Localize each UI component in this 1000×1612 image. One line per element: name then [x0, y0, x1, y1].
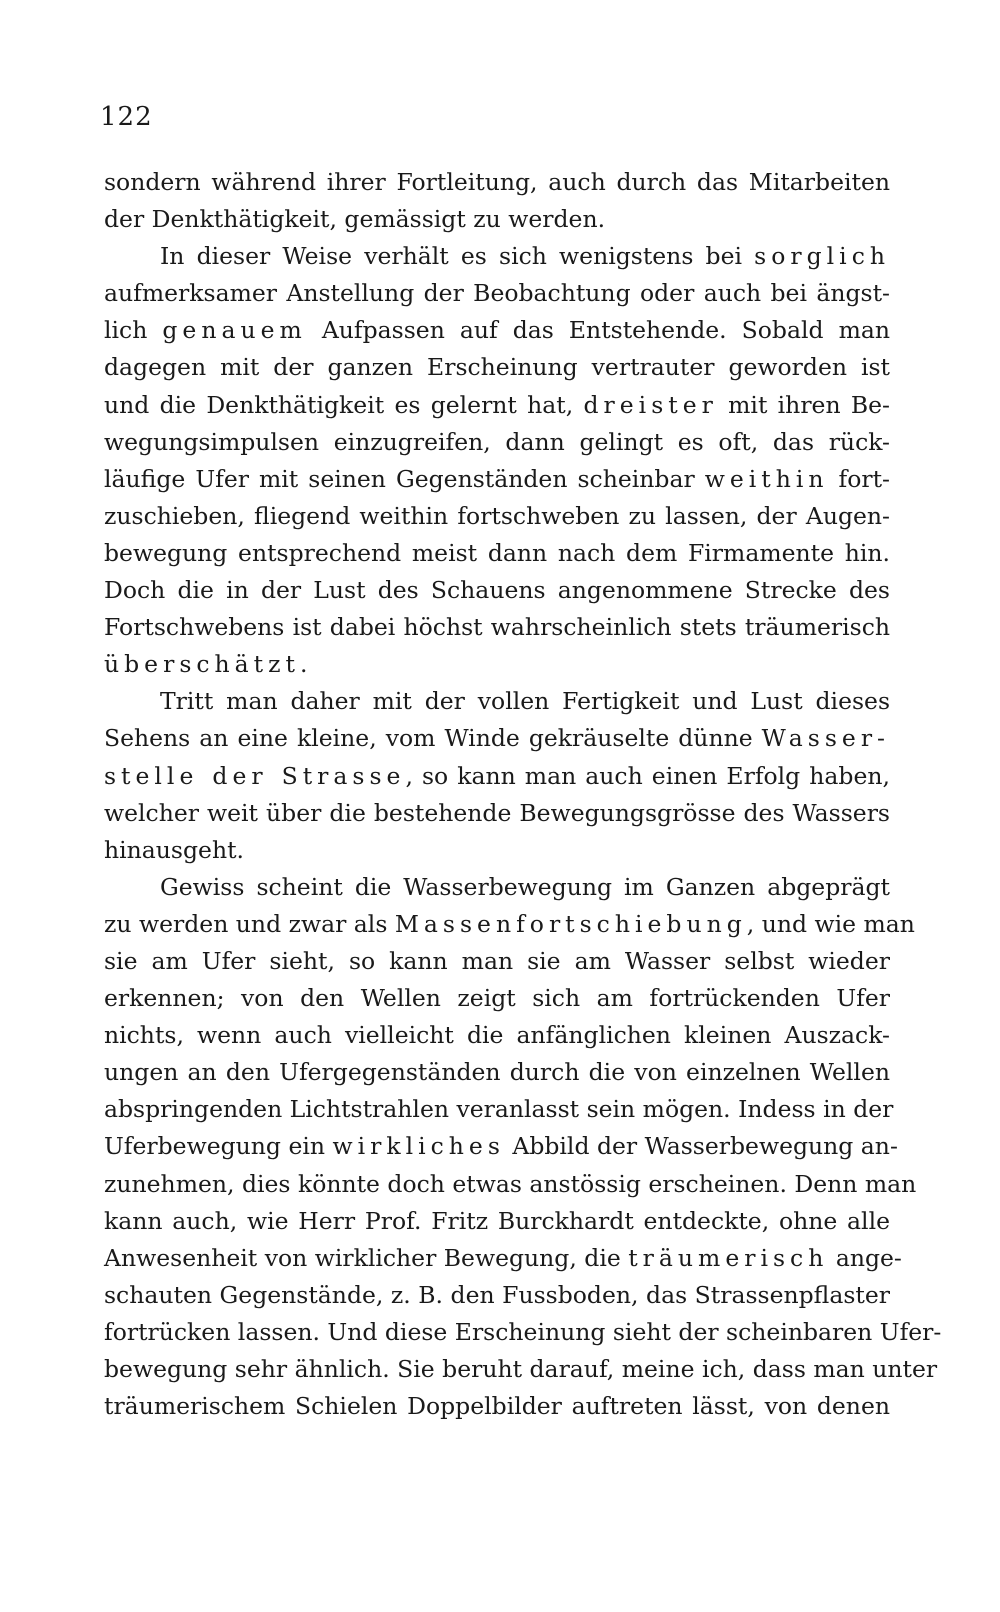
line-text: ange-: [828, 1243, 902, 1272]
spaced-emphasis-text: dreister: [583, 390, 718, 419]
text-line: [104, 238, 890, 275]
line-text: wegungsimpulsen einzugreifen, dann gelingt es oft, das rück-: [104, 427, 890, 456]
text-line: [104, 461, 890, 498]
line-text: fort-: [828, 464, 890, 493]
line-text: Doch die in der Lust des Schauens angenommene Strecke des: [104, 576, 890, 605]
text-line: [104, 1128, 898, 1165]
text-line: [104, 1388, 890, 1425]
text-line: [104, 1091, 894, 1128]
line-text: ungen an den Ufergegenständen durch die von einzelnen Wellen: [104, 1058, 890, 1087]
text-line: [104, 906, 915, 943]
spaced-emphasis-text: Massenfortschiebung: [394, 909, 747, 938]
text-line: [104, 1351, 938, 1388]
line-text: läufige Ufer mit seinen Gegenständen scheinbar: [104, 464, 705, 493]
line-text: zuschieben, fliegend weithin fortschweben zu lassen, der Augen-: [104, 501, 890, 530]
text-line: [104, 1314, 942, 1351]
body-text: [104, 164, 942, 1425]
line-text: welcher weit über die bestehende Bewegungsgrösse des Wassers: [104, 798, 890, 827]
line-text: zu werden und zwar als: [104, 909, 395, 938]
line-text: lich: [104, 316, 163, 345]
page-number: 122: [100, 102, 153, 132]
line-text: mit ihren Be-: [717, 390, 890, 419]
text-line: [104, 1166, 917, 1203]
text-line: [104, 164, 890, 201]
text-line: [104, 498, 890, 535]
line-text: Anwesenheit von wirklicher Bewegung, die: [104, 1243, 629, 1272]
line-text: , und wie man: [746, 909, 915, 938]
line-text: fortrücken lassen. Und diese Erscheinung sieht der scheinbaren Ufer-: [104, 1317, 942, 1346]
line-text: sie am Ufer sieht, so kann man sie am Wasser selbst wieder: [104, 946, 890, 975]
text-line: [104, 312, 890, 349]
line-text: sondern während ihrer Fortleitung, auch durch das Mitarbeiten: [104, 168, 890, 196]
line-text: Abbild der Wasserbewegung an-: [504, 1132, 898, 1161]
line-text: der Denkthätigkeit, gemässigt zu werden.: [104, 205, 606, 234]
line-text: Tritt man daher mit der vollen Fertigkeit und Lust dieses: [160, 687, 890, 716]
spaced-emphasis-text: Wasser-: [761, 724, 890, 753]
text-line: [104, 387, 890, 424]
text-line: [104, 572, 890, 609]
text-line: [104, 349, 890, 386]
text-line: [104, 646, 890, 683]
text-line: [104, 1017, 890, 1054]
text-line: [104, 683, 890, 720]
text-line: [104, 980, 890, 1017]
text-line: [104, 1277, 890, 1314]
line-text: und die Denkthätigkeit es gelernt hat,: [104, 390, 584, 419]
text-line: [104, 535, 890, 572]
line-text: In dieser Weise verhält es sich wenigstens bei: [160, 242, 755, 271]
line-text: kann auch, wie Herr Prof. Fritz Burckhardt entdeckte, ohne alle: [104, 1206, 890, 1235]
line-text: erkennen; von den Wellen zeigt sich am fortrückenden Ufer: [104, 984, 890, 1013]
text-line: [104, 720, 890, 757]
spaced-emphasis-text: genauem: [162, 316, 307, 345]
line-text: bewegung entsprechend meist dann nach dem Firmamente hin.: [104, 538, 890, 567]
spaced-emphasis-text: sorglich: [754, 242, 890, 271]
spaced-emphasis-text: weithin: [704, 464, 829, 493]
text-line: [104, 1240, 902, 1277]
spaced-emphasis-text: träumerisch: [628, 1243, 829, 1272]
text-line: [104, 943, 890, 980]
line-text: schauten Gegenstände, z. B. den Fussboden, das Strassenpflaster: [104, 1280, 890, 1309]
text-line: [104, 832, 890, 869]
line-text: Fortschwebens ist dabei höchst wahrscheinlich stets träumerisch: [104, 613, 890, 642]
text-line: [104, 758, 890, 795]
line-text: abspringenden Lichtstrahlen veranlasst sein mögen. Indess in der: [104, 1095, 894, 1124]
line-text: Gewiss scheint die Wasserbewegung im Ganzen abgeprägt: [160, 872, 890, 901]
text-line: [104, 201, 890, 238]
line-text: träumerischem Schielen Doppelbilder auftreten lässt, von denen: [104, 1392, 890, 1421]
text-line: [104, 1203, 890, 1240]
line-text: Sehens an eine kleine, vom Winde gekräuselte dünne: [104, 724, 762, 753]
line-text: aufmerksamer Anstellung der Beobachtung oder auch bei ängst-: [104, 279, 890, 308]
line-text: bewegung sehr ähnlich. Sie beruht darauf, meine ich, dass man unter: [104, 1355, 938, 1383]
line-text: zunehmen, dies könnte doch etwas anstössig erscheinen. Denn man: [104, 1169, 917, 1198]
text-line: [104, 795, 890, 832]
line-text: Aufpassen auf das Entstehende. Sobald man: [306, 316, 890, 345]
spaced-emphasis-text: stelle der Strasse: [104, 761, 406, 790]
text-line: [104, 275, 890, 312]
spaced-emphasis-text: wirkliches: [332, 1132, 505, 1161]
text-line: [104, 1054, 890, 1091]
line-text: hinausgeht.: [104, 835, 244, 864]
text-line: [104, 869, 890, 906]
spaced-emphasis-text: überschätzt.: [104, 650, 313, 679]
line-text: Uferbewegung ein: [104, 1132, 333, 1161]
text-line: [104, 609, 890, 646]
line-text: nichts, wenn auch vielleicht die anfänglichen kleinen Auszack-: [104, 1021, 890, 1050]
line-text: , so kann man auch einen Erfolg haben,: [405, 761, 890, 790]
text-line: [104, 424, 890, 461]
line-text: dagegen mit der ganzen Erscheinung vertrauter geworden ist: [104, 353, 890, 382]
